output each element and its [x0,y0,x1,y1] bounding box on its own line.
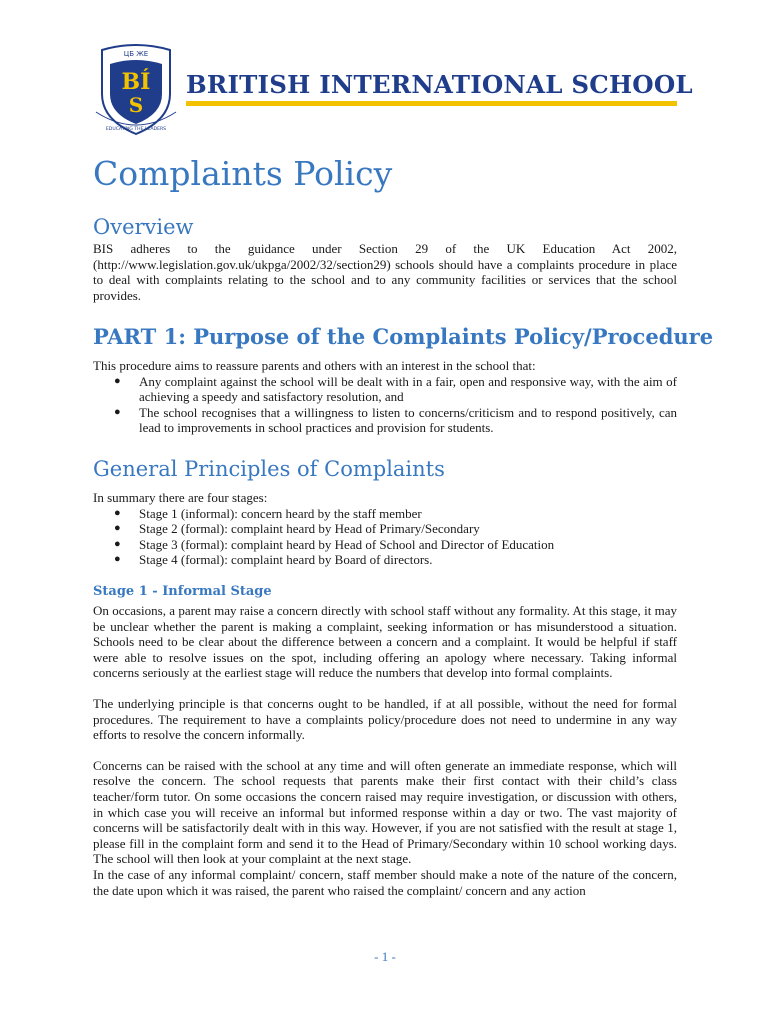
overview-heading: Overview [93,215,194,239]
bullet-icon: ● [114,405,121,418]
bullet-icon: ● [114,537,121,550]
svg-text:S: S [128,93,144,117]
part1-intro: This procedure aims to reassure parents and others with an interest in the school that: [93,358,536,373]
list-item: ● The school recognises that a willingness to listen to concerns/criticism and to respond positively, can lead to improvements in school practices and provision for students. [114,404,677,436]
part1-heading: PART 1: Purpose of the Complaints Policy/Procedure [93,324,714,349]
school-crest-logo [92,42,180,138]
part1-section [93,358,677,436]
stage1-paragraph-1: On occasions, a parent may raise a concern directly with school staff without any formality. At this stage, it may be unclear whether the parent is making a complaint, seeking information or has misunderstood a situation. Schools need to be clear about the difference between a concern and a complaint. It would be helpful if staff were able to resolve issues on the spot, including offering an apology where necessary. Taking informal concerns seriously at the earliest stage will reduce the numbers that develop into formal complaints. [93,603,677,681]
page-number: - 1 - [374,949,396,964]
stage1-paragraph-2: The underlying principle is that concerns ought to be handled, if at all possible, without the need for formal procedures. The requirement to have a complaints policy/procedure does not need to undermine in any way efforts to resolve the concern informally. [93,695,677,743]
page-title: Complaints Policy [93,154,393,193]
list-item: ● Any complaint against the school will be dealt with in a fair, open and responsive way, with the aim of achieving a speedy and satisfactory resolution, and [114,373,677,405]
svg-text:EDUCATING THE LEADERS: EDUCATING THE LEADERS [105,127,167,132]
list-item: ● Stage 4 (formal): complaint heard by Board of directors. [114,552,433,568]
stage1-heading: Stage 1 - Informal Stage [93,584,272,599]
svg-text:BÍ: BÍ [121,69,151,95]
stage1-section [93,603,677,898]
principles-intro: In summary there are four stages: [93,490,268,505]
principles-section [93,490,677,568]
stage1-paragraph-4: In the case of any informal complaint/ concern, staff member should make a note of the nature of the concern, the date upon which it was raised, the parent who raised the complaint/ concern and any action [93,866,677,898]
header-rule [186,101,677,106]
bullet-icon: ● [114,506,121,519]
school-name: BRITISH INTERNATIONAL SCHOOL [186,70,693,99]
stage1-paragraph-3: Concerns can be raised with the school at any time and will often generate an immediate response, which will resolve the concern. The school requests that parents make their first contact with their child’s class teacher/form tutor. On some occasions the concern raised may require investigation, or discussion with others, in which case you will receive an informal but informed response within a day or two. The vast majority of concerns will be satisfactorily dealt with in this way. However, if you are not satisfied with the result at stage 1, please fill in the complaint form and send it to the Head of Primary/Secondary within 10 school working days. The school will then look at your complaint at the next stage. [93,757,677,867]
list-item: ● Stage 3 (formal): complaint heard by Head of School and Director of Education [114,536,555,552]
bullet-icon: ● [114,553,121,566]
svg-text:ЦБ ЖЕ: ЦБ ЖЕ [123,50,149,58]
list-item: ● Stage 2 (formal): complaint heard by Head of Primary/Secondary [114,521,480,537]
principles-heading: General Principles of Complaints [93,457,445,481]
list-item: ● Stage 1 (informal): concern heard by the staff member [114,505,422,521]
stages-bullet-list [93,506,677,568]
overview-section [93,241,677,303]
bullet-icon: ● [114,522,121,535]
overview-text: BIS adheres to the guidance under Section 29 of the UK Education Act 2002, (http://www.legislation.gov.uk/ukpga/2002/32/section29) schools should have a complaints procedure in place to deal with complaints relating to the school and to any community facilities or services that the school provides. [93,241,677,303]
bullet-icon: ● [114,374,121,387]
part1-bullet-list [93,374,677,436]
